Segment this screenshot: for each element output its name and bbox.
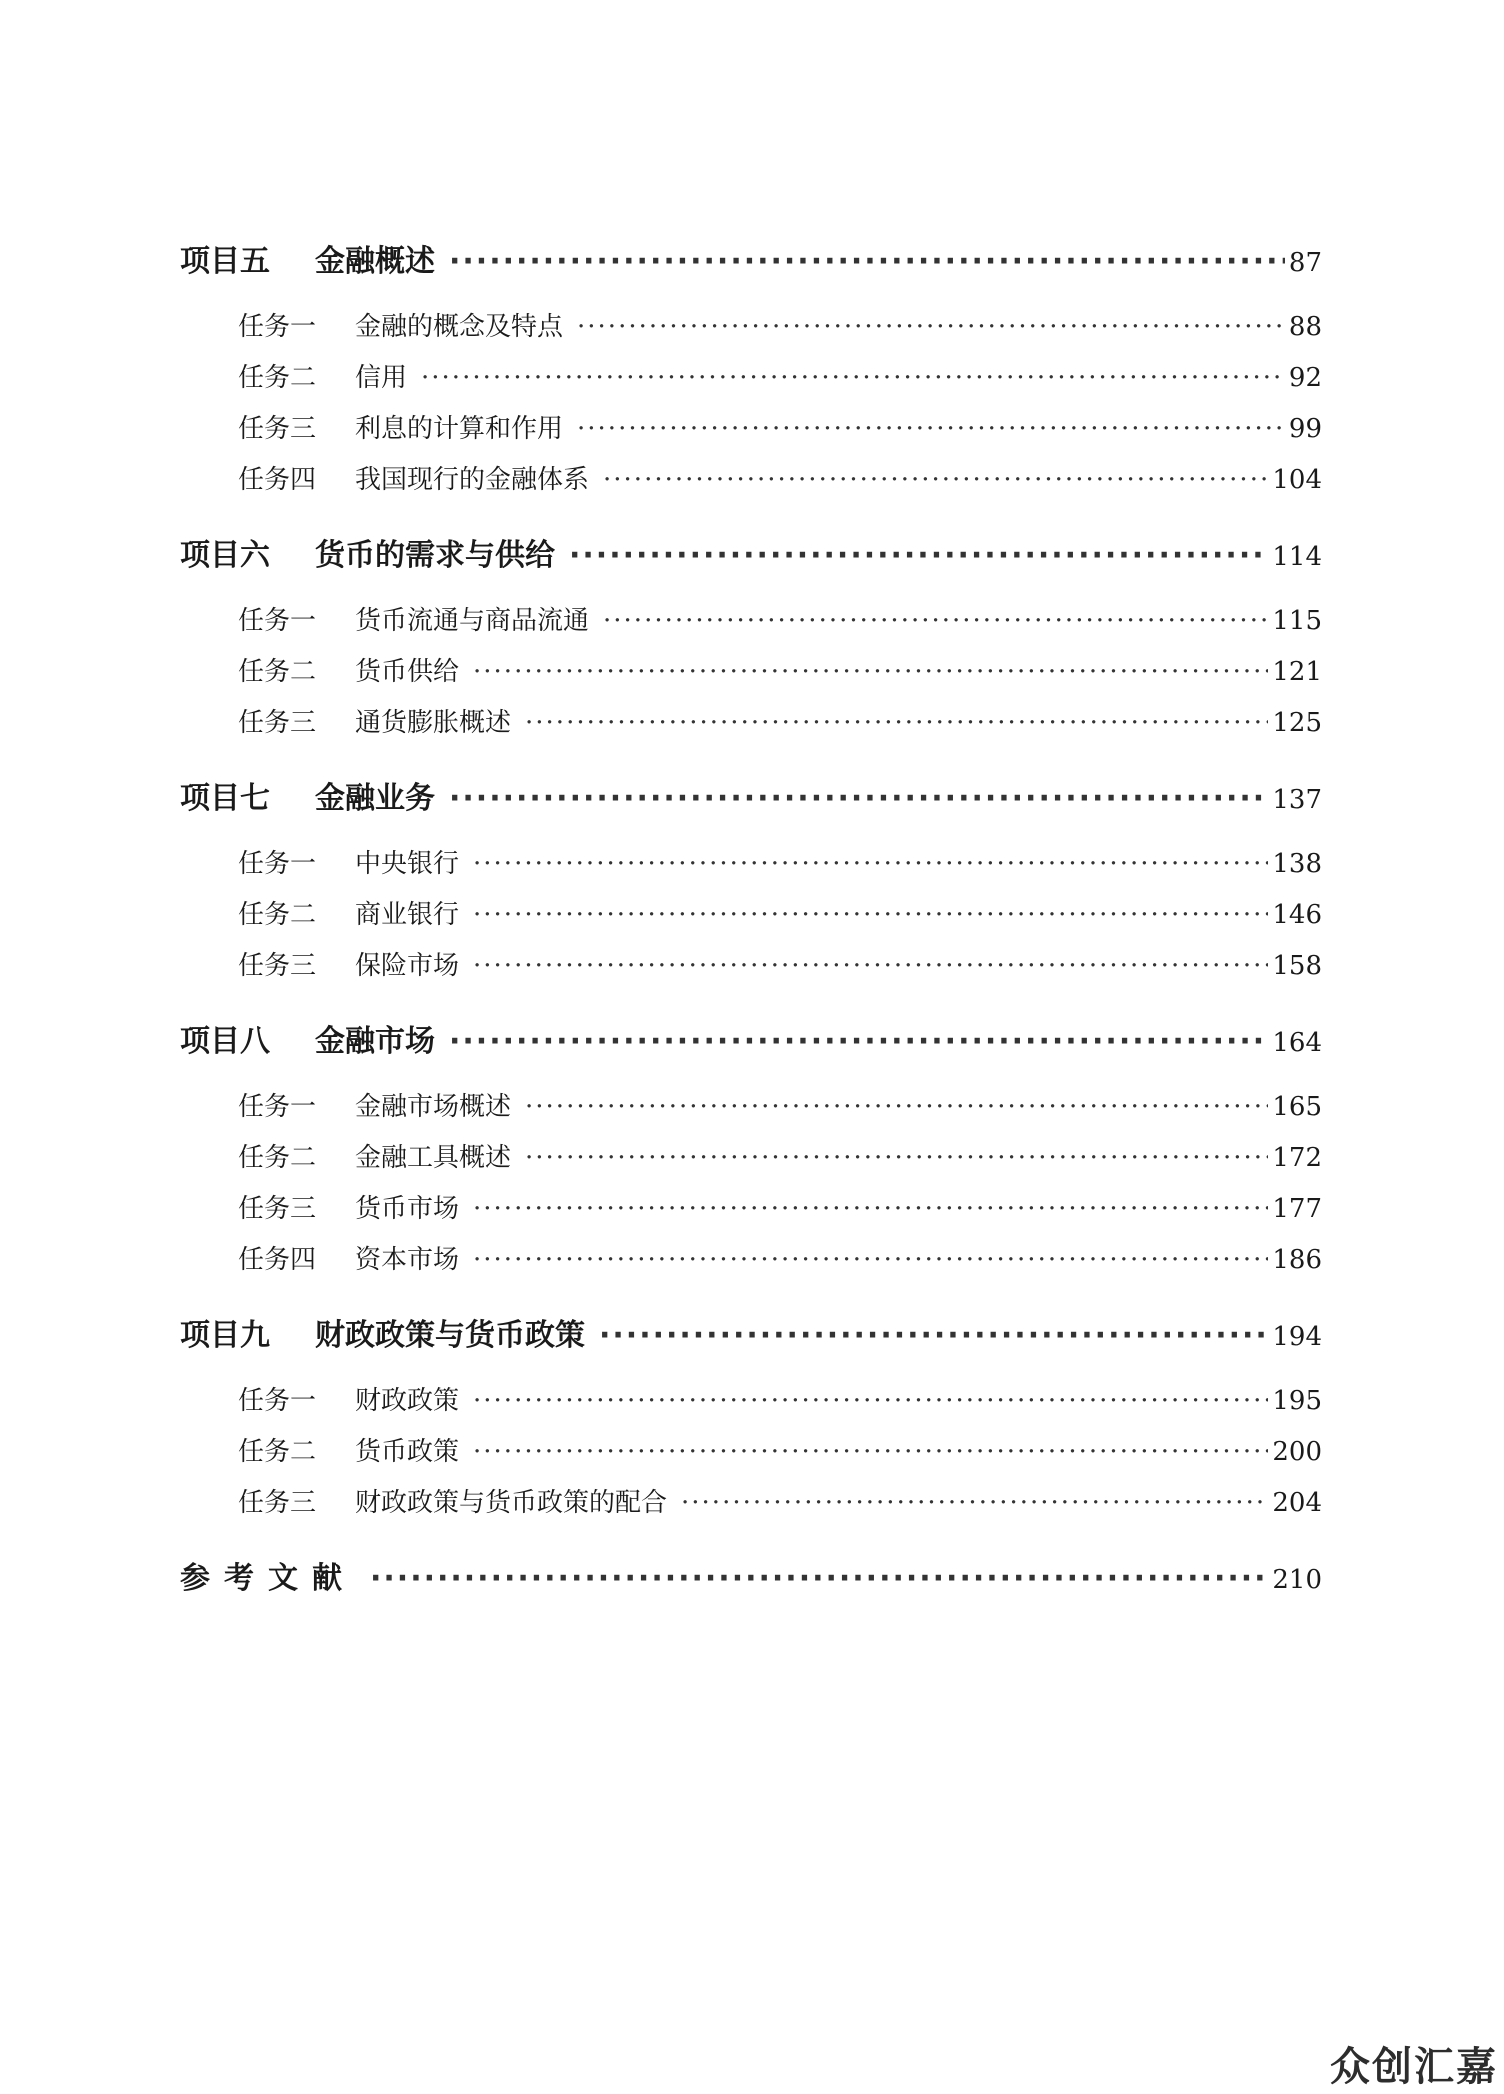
page-number: 115 — [1272, 606, 1322, 636]
page-number: 99 — [1288, 414, 1322, 444]
toc-task-row[interactable] — [238, 945, 1322, 996]
toc-task-row[interactable] — [238, 1239, 1322, 1290]
task-title: 货币流通与商品流通 — [355, 606, 590, 636]
task-heading — [238, 1431, 459, 1468]
task-heading — [238, 651, 459, 688]
dot-leader — [473, 657, 1268, 687]
task-number: 任务三 — [238, 414, 317, 444]
dot-leader — [370, 1561, 1268, 1596]
task-title: 商业银行 — [355, 900, 460, 930]
dot-leader — [449, 244, 1285, 279]
task-title: 信用 — [355, 363, 408, 393]
page-number: 92 — [1288, 363, 1322, 393]
task-title: 金融工具概述 — [355, 1143, 512, 1173]
toc-references-row[interactable] — [180, 1553, 1322, 1605]
page-number: 125 — [1272, 708, 1322, 738]
project-number: 项目八 — [180, 1024, 270, 1059]
task-number: 任务一 — [238, 606, 317, 636]
dot-leader — [577, 312, 1285, 342]
page-number: 194 — [1272, 1322, 1322, 1352]
toc-task-row[interactable] — [238, 1086, 1322, 1137]
task-number: 任务二 — [238, 657, 317, 687]
project-number: 项目六 — [180, 538, 270, 573]
dot-leader — [569, 538, 1268, 573]
task-title: 中央银行 — [355, 849, 460, 879]
dot-leader — [473, 900, 1268, 930]
toc-project-row[interactable] — [180, 530, 1322, 582]
task-heading — [238, 1188, 459, 1225]
task-heading — [238, 408, 563, 445]
task-number: 任务三 — [238, 951, 317, 981]
task-title: 货币政策 — [355, 1437, 460, 1467]
toc-task-row[interactable] — [238, 408, 1322, 459]
page-number: 137 — [1272, 785, 1322, 815]
toc-task-row[interactable] — [238, 1380, 1322, 1431]
toc-task-row[interactable] — [238, 843, 1322, 894]
dot-leader — [449, 1024, 1268, 1059]
project-heading — [180, 530, 555, 574]
dot-leader — [473, 1245, 1268, 1275]
task-title: 通货膨胀概述 — [355, 708, 512, 738]
project-title: 金融业务 — [315, 781, 435, 816]
task-heading — [238, 1086, 511, 1123]
toc-task-row[interactable] — [238, 1188, 1322, 1239]
task-list — [180, 843, 1322, 996]
dot-leader — [473, 849, 1268, 879]
task-heading — [238, 894, 459, 931]
task-number: 任务二 — [238, 1437, 317, 1467]
project-heading — [180, 236, 435, 280]
project-heading — [180, 1310, 585, 1354]
task-number: 任务一 — [238, 1092, 317, 1122]
page-number: 88 — [1288, 312, 1322, 342]
task-title: 利息的计算和作用 — [355, 414, 564, 444]
task-title: 金融市场概述 — [355, 1092, 512, 1122]
task-number: 任务二 — [238, 363, 317, 393]
toc-task-row[interactable] — [238, 702, 1322, 753]
page-number: 172 — [1272, 1143, 1322, 1173]
references-title: 参考文献 — [180, 1561, 356, 1596]
task-number: 任务二 — [238, 900, 317, 930]
task-heading — [238, 1380, 459, 1417]
task-heading — [238, 459, 589, 496]
dot-leader — [525, 1092, 1268, 1122]
toc-task-row[interactable] — [238, 1482, 1322, 1533]
task-title: 货币市场 — [355, 1194, 460, 1224]
task-number: 任务一 — [238, 312, 317, 342]
toc-task-row[interactable] — [238, 1137, 1322, 1188]
dot-leader — [681, 1488, 1268, 1518]
project-title: 金融市场 — [315, 1024, 435, 1059]
task-title: 保险市场 — [355, 951, 460, 981]
page-number: 114 — [1272, 542, 1322, 572]
watermark-logo: 众创汇嘉 — [1330, 2044, 1498, 2090]
project-title: 金融概述 — [315, 244, 435, 279]
dot-leader — [525, 708, 1268, 738]
toc-task-row[interactable] — [238, 894, 1322, 945]
dot-leader — [525, 1143, 1268, 1173]
task-title: 财政政策 — [355, 1386, 460, 1416]
task-heading — [238, 945, 459, 982]
project-title: 货币的需求与供给 — [315, 538, 555, 573]
task-list — [180, 1086, 1322, 1290]
task-title: 货币供给 — [355, 657, 460, 687]
toc-task-row[interactable] — [238, 306, 1322, 357]
task-heading — [238, 306, 563, 343]
page-number: 204 — [1272, 1488, 1322, 1518]
page-number: 158 — [1272, 951, 1322, 981]
task-title: 金融的概念及特点 — [355, 312, 564, 342]
task-heading — [238, 600, 589, 637]
page-number: 104 — [1272, 465, 1322, 495]
dot-leader — [577, 414, 1285, 444]
task-heading — [238, 357, 407, 394]
project-heading — [180, 1016, 435, 1060]
toc-task-row[interactable] — [238, 651, 1322, 702]
task-heading — [238, 1239, 459, 1276]
page-number: 177 — [1272, 1194, 1322, 1224]
task-number: 任务三 — [238, 1194, 317, 1224]
toc-task-row[interactable] — [238, 600, 1322, 651]
dot-leader — [473, 1437, 1268, 1467]
dot-leader — [603, 606, 1268, 636]
task-heading — [238, 1482, 667, 1519]
task-heading — [238, 702, 511, 739]
dot-leader — [449, 781, 1268, 816]
dot-leader — [421, 363, 1285, 393]
page-number: 186 — [1272, 1245, 1322, 1275]
task-number: 任务一 — [238, 849, 317, 879]
toc-task-row[interactable] — [238, 1431, 1322, 1482]
task-number: 任务四 — [238, 1245, 317, 1275]
toc-project-row[interactable] — [180, 1016, 1322, 1068]
toc-project-row[interactable] — [180, 1310, 1322, 1362]
task-number: 任务三 — [238, 1488, 317, 1518]
page-number: 210 — [1272, 1565, 1322, 1595]
task-number: 任务四 — [238, 465, 317, 495]
dot-leader — [603, 465, 1268, 495]
project-number: 项目七 — [180, 781, 270, 816]
task-heading — [238, 843, 459, 880]
page-number: 146 — [1272, 900, 1322, 930]
task-heading — [238, 1137, 511, 1174]
page-number: 195 — [1272, 1386, 1322, 1416]
page-number: 165 — [1272, 1092, 1322, 1122]
toc-project-row[interactable] — [180, 236, 1322, 288]
page-number: 200 — [1272, 1437, 1322, 1467]
page-number: 121 — [1272, 657, 1322, 687]
page-number: 164 — [1272, 1028, 1322, 1058]
task-list — [180, 600, 1322, 753]
task-number: 任务一 — [238, 1386, 317, 1416]
table-of-contents — [180, 236, 1322, 1605]
toc-project-row[interactable] — [180, 773, 1322, 825]
task-title: 资本市场 — [355, 1245, 460, 1275]
dot-leader — [599, 1318, 1268, 1353]
dot-leader — [473, 1386, 1268, 1416]
project-number: 项目五 — [180, 244, 270, 279]
toc-task-row[interactable] — [238, 459, 1322, 510]
project-heading — [180, 773, 435, 817]
task-list — [180, 306, 1322, 510]
task-number: 任务二 — [238, 1143, 317, 1173]
task-title: 我国现行的金融体系 — [355, 465, 590, 495]
dot-leader — [473, 951, 1268, 981]
project-number: 项目九 — [180, 1318, 270, 1353]
task-list — [180, 1380, 1322, 1533]
project-title: 财政政策与货币政策 — [315, 1318, 585, 1353]
task-number: 任务三 — [238, 708, 317, 738]
page-number: 87 — [1288, 248, 1322, 278]
task-title: 财政政策与货币政策的配合 — [355, 1488, 668, 1518]
dot-leader — [473, 1194, 1268, 1224]
toc-task-row[interactable] — [238, 357, 1322, 408]
page-number: 138 — [1272, 849, 1322, 879]
